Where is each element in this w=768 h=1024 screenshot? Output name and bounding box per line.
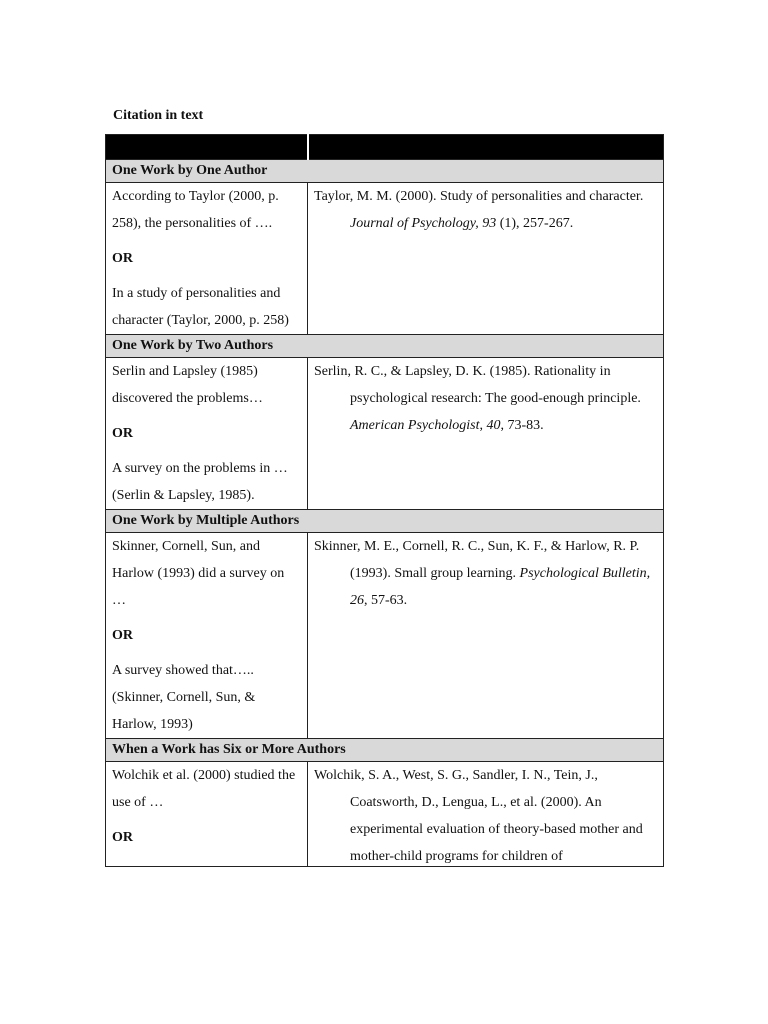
in-text-example: A survey showed that….. (Skinner, Cornell, Sun, & Harlow, 1993): [112, 663, 256, 732]
reference-entry: [314, 358, 657, 439]
section-header-row: [106, 510, 664, 533]
table-row: [106, 358, 664, 510]
in-text-example: A survey on the problems in … (Serlin & Lapsley, 1985).: [112, 461, 288, 503]
or-label: OR: [112, 251, 133, 266]
section-header-row: [106, 335, 664, 358]
table-header-row: [106, 135, 664, 160]
in-text-citation-cell: [106, 183, 308, 335]
reference-source-italic: Psychological Bulletin, 26: [350, 566, 651, 608]
section-header-row: [106, 160, 664, 183]
reference-text: Wolchik, S. A., West, S. G., Sandler, I. N., Tein, J., Coatsworth, D., Lengua, L., et al. (2000). An experimental evaluation of theory-based mother and mother-child programs for children of: [314, 768, 643, 864]
in-text-example: According to Taylor (2000, p. 258), the personalities of ….: [112, 189, 279, 231]
reference-entry: [314, 183, 657, 237]
in-text-citation-cell: [106, 533, 308, 739]
section-title: One Work by Two Authors: [106, 335, 664, 358]
or-label: OR: [112, 830, 133, 845]
section-title: One Work by Multiple Authors: [106, 510, 664, 533]
reference-text: , 73-83.: [500, 418, 544, 433]
table-row: [106, 762, 664, 867]
or-label: OR: [112, 628, 133, 643]
reference-text: , 57-63.: [364, 593, 408, 608]
header-cell-reference: [308, 135, 664, 160]
table-row: [106, 183, 664, 335]
reference-text: ,: [479, 418, 487, 433]
reference-cell: [308, 762, 664, 867]
reference-entry: [314, 533, 657, 614]
in-text-example: Skinner, Cornell, Sun, and Harlow (1993) did a survey on …: [112, 539, 285, 608]
page-heading: Citation in text: [113, 108, 204, 123]
in-text-citation-cell: [106, 762, 308, 867]
or-label: OR: [112, 426, 133, 441]
reference-text: Serlin, R. C., & Lapsley, D. K. (1985). Rationality in psychological research: The good-enough principle.: [314, 364, 641, 406]
reference-entry: [314, 762, 657, 866]
reference-cell: [308, 183, 664, 335]
reference-source-italic: Journal of Psychology, 93: [350, 216, 497, 231]
section-title: One Work by One Author: [106, 160, 664, 183]
in-text-example: Wolchik et al. (2000) studied the use of …: [112, 768, 296, 810]
in-text-citation-cell: [106, 358, 308, 510]
reference-source-italic: American Psychologist: [350, 418, 480, 433]
header-cell-in-text: [106, 135, 308, 160]
cell-clip: [314, 762, 657, 866]
in-text-example: Serlin and Lapsley (1985) discovered the problems…: [112, 364, 263, 406]
in-text-example: In a study of personalities and character (Taylor, 2000, p. 258): [112, 286, 289, 328]
reference-text: Taylor, M. M. (2000). Study of personalities and character.: [314, 189, 644, 204]
section-header-row: [106, 739, 664, 762]
citation-table: [105, 134, 664, 867]
table-row: [106, 533, 664, 739]
reference-volume-italic: 40: [486, 418, 501, 433]
reference-cell: [308, 533, 664, 739]
reference-cell: [308, 358, 664, 510]
section-title: When a Work has Six or More Authors: [106, 739, 664, 762]
reference-text: Skinner, M. E., Cornell, R. C., Sun, K. F., & Harlow, R. P. (1993). Small group learning.: [314, 539, 640, 581]
reference-text: (1), 257-267.: [496, 216, 574, 231]
cell-clip: [112, 762, 301, 866]
